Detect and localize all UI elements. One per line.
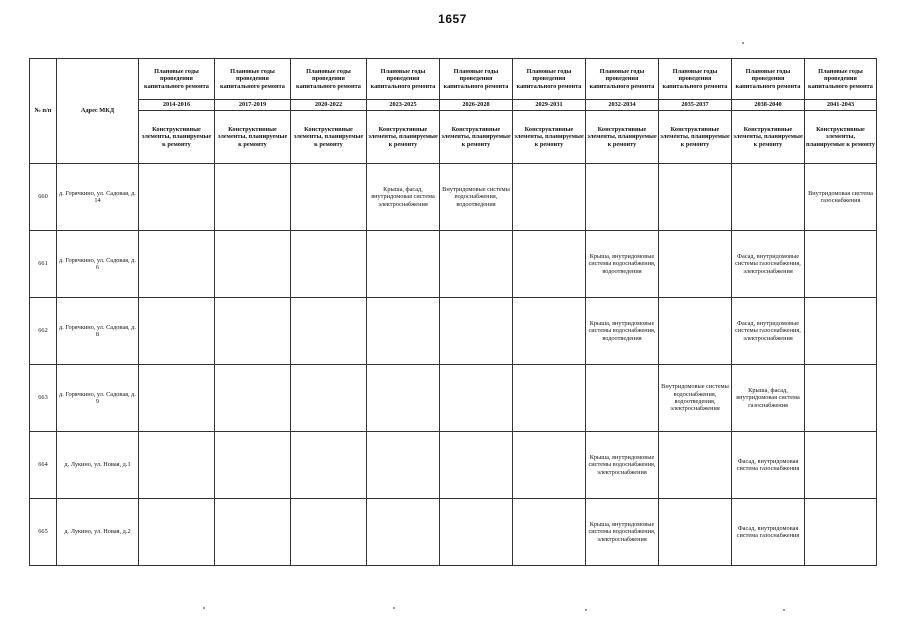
elements-header: Конструктивные элементы, планируемые к ремонту bbox=[215, 111, 291, 164]
table-cell bbox=[805, 231, 877, 298]
table-cell bbox=[586, 164, 659, 231]
elements-header: Конструктивные элементы, планируемые к ремонту bbox=[367, 111, 440, 164]
table-row bbox=[30, 432, 877, 499]
capital-repair-table bbox=[29, 58, 877, 566]
table-cell bbox=[659, 164, 732, 231]
table-cell bbox=[732, 164, 805, 231]
table-cell bbox=[291, 365, 367, 432]
table-cell bbox=[139, 298, 215, 365]
table-cell: Крыша, внутридомовые системы водоснабжения, водоотведения bbox=[586, 231, 659, 298]
planned-years-header: Плановые годы проведения капитального ремонта bbox=[291, 59, 367, 100]
table-row bbox=[30, 164, 877, 231]
table-cell: Внутридомовая система газоснабжения bbox=[805, 164, 877, 231]
table-cell bbox=[367, 231, 440, 298]
planned-years-header: Плановые годы проведения капитального ремонта bbox=[139, 59, 215, 100]
row-number: 660 bbox=[30, 164, 57, 231]
table-cell bbox=[659, 298, 732, 365]
elements-header: Конструктивные элементы, планируемые к ремонту bbox=[291, 111, 367, 164]
elements-header: Конструктивные элементы, планируемые к ремонту bbox=[440, 111, 513, 164]
scan-speck bbox=[585, 609, 587, 611]
table-cell: Фасад, внутридомовая система газоснабжения bbox=[732, 432, 805, 499]
row-number: 665 bbox=[30, 499, 57, 566]
table-cell bbox=[367, 298, 440, 365]
table-cell: Крыша, внутридомовые системы водоснабжения, водоотведения bbox=[586, 298, 659, 365]
page-number: 1657 bbox=[438, 12, 467, 26]
planned-years-header: Плановые годы проведения капитального ремонта bbox=[732, 59, 805, 100]
table-cell bbox=[659, 432, 732, 499]
header-row-periods bbox=[30, 100, 877, 111]
table-row bbox=[30, 298, 877, 365]
elements-header: Конструктивные элементы, планируемые к ремонту bbox=[513, 111, 586, 164]
period-header: 2029-2031 bbox=[513, 100, 586, 111]
table-cell bbox=[139, 164, 215, 231]
table-cell bbox=[291, 298, 367, 365]
elements-header: Конструктивные элементы, планируемые к ремонту bbox=[659, 111, 732, 164]
row-number: 662 bbox=[30, 298, 57, 365]
row-number: 661 bbox=[30, 231, 57, 298]
table-cell: Крыша, внутридомовые системы водоснабжения, электроснабжения bbox=[586, 499, 659, 566]
table-cell: Внутридомовые системы водоснабжения, водоотведения bbox=[440, 164, 513, 231]
row-address: д. Горячкино, ул. Садовая, д. 8 bbox=[57, 298, 139, 365]
planned-years-header: Плановые годы проведения капитального ремонта bbox=[513, 59, 586, 100]
table-cell bbox=[440, 365, 513, 432]
table-cell bbox=[291, 164, 367, 231]
table-cell bbox=[659, 231, 732, 298]
table-cell bbox=[805, 298, 877, 365]
elements-header: Конструктивные элементы, планируемые к ремонту bbox=[139, 111, 215, 164]
elements-header: Конструктивные элементы, планируемые к ремонту bbox=[586, 111, 659, 164]
row-address: д. Горячкино, ул. Садовая, д. 9 bbox=[57, 365, 139, 432]
row-address: д. Горячкино, ул. Садовая, д. 6 bbox=[57, 231, 139, 298]
table-cell bbox=[513, 298, 586, 365]
table-cell bbox=[291, 231, 367, 298]
row-address: д. Лукино, ул. Новая, д.2 bbox=[57, 499, 139, 566]
table-row bbox=[30, 365, 877, 432]
table-cell bbox=[215, 499, 291, 566]
table-cell bbox=[586, 365, 659, 432]
table-cell bbox=[805, 432, 877, 499]
table-cell bbox=[440, 298, 513, 365]
table-cell bbox=[513, 164, 586, 231]
planned-years-header: Плановые годы проведения капитального ремонта bbox=[367, 59, 440, 100]
table-cell: Фасад, внутридомовая система газоснабжения bbox=[732, 499, 805, 566]
number-column-header: № п/п bbox=[30, 59, 57, 164]
period-header: 2038-2040 bbox=[732, 100, 805, 111]
table-row bbox=[30, 499, 877, 566]
period-header: 2017-2019 bbox=[215, 100, 291, 111]
table-cell: Крыша, фасад, внутридомовая система газоснабжения bbox=[732, 365, 805, 432]
row-number: 664 bbox=[30, 432, 57, 499]
table-cell bbox=[513, 231, 586, 298]
table-cell bbox=[215, 231, 291, 298]
table-cell bbox=[291, 432, 367, 499]
planned-years-header: Плановые годы проведения капитального ремонта bbox=[215, 59, 291, 100]
table-cell bbox=[805, 499, 877, 566]
row-number: 663 bbox=[30, 365, 57, 432]
elements-header: Конструктивные элементы, планируемые к ремонту bbox=[805, 111, 877, 164]
table-cell bbox=[215, 298, 291, 365]
table-cell bbox=[139, 432, 215, 499]
scan-speck bbox=[742, 42, 744, 44]
table-row bbox=[30, 231, 877, 298]
period-header: 2035-2037 bbox=[659, 100, 732, 111]
planned-years-header: Плановые годы проведения капитального ремонта bbox=[586, 59, 659, 100]
period-header: 2032-2034 bbox=[586, 100, 659, 111]
table-cell bbox=[805, 365, 877, 432]
table-cell bbox=[139, 231, 215, 298]
table-cell bbox=[440, 432, 513, 499]
planned-years-header: Плановые годы проведения капитального ремонта bbox=[659, 59, 732, 100]
address-column-header: Адрес МКД bbox=[57, 59, 139, 164]
table-cell bbox=[513, 432, 586, 499]
table-cell bbox=[139, 365, 215, 432]
table-cell bbox=[659, 499, 732, 566]
planned-years-header: Плановые годы проведения капитального ремонта bbox=[440, 59, 513, 100]
table-cell bbox=[367, 365, 440, 432]
table-cell: Крыша, фасад, внутридомовая система электроснабжения bbox=[367, 164, 440, 231]
scan-speck bbox=[393, 607, 395, 609]
row-address: д. Лукино, ул. Новая, д.1 bbox=[57, 432, 139, 499]
table-cell: Крыша, внутридомовые системы водоснабжения, электроснабжения bbox=[586, 432, 659, 499]
period-header: 2026-2028 bbox=[440, 100, 513, 111]
scan-speck bbox=[203, 607, 205, 609]
row-address: д. Горячкино, ул. Садовая, д. 14 bbox=[57, 164, 139, 231]
period-header: 2023-2025 bbox=[367, 100, 440, 111]
scan-speck bbox=[783, 609, 785, 611]
table-cell bbox=[440, 231, 513, 298]
period-header: 2020-2022 bbox=[291, 100, 367, 111]
table-cell bbox=[440, 499, 513, 566]
table-cell: Фасад, внутридомовые системы газоснабжения, электроснабжения bbox=[732, 231, 805, 298]
table-cell bbox=[215, 432, 291, 499]
header-row-planned-years bbox=[30, 59, 877, 100]
table-cell bbox=[513, 365, 586, 432]
table-cell bbox=[291, 499, 367, 566]
planned-years-header: Плановые годы проведения капитального ремонта bbox=[805, 59, 877, 100]
table-cell: Фасад, внутридомовые системы газоснабжения, электроснабжения bbox=[732, 298, 805, 365]
table-cell bbox=[215, 365, 291, 432]
header-row-elements bbox=[30, 111, 877, 164]
period-header: 2041-2043 bbox=[805, 100, 877, 111]
period-header: 2014-2016 bbox=[139, 100, 215, 111]
table-cell bbox=[513, 499, 586, 566]
table-cell bbox=[139, 499, 215, 566]
elements-header: Конструктивные элементы, планируемые к ремонту bbox=[732, 111, 805, 164]
table-cell: Внутридомовые системы водоснабжения, водоотведения, электроснабжения bbox=[659, 365, 732, 432]
table-cell bbox=[367, 432, 440, 499]
table-cell bbox=[215, 164, 291, 231]
table-cell bbox=[367, 499, 440, 566]
